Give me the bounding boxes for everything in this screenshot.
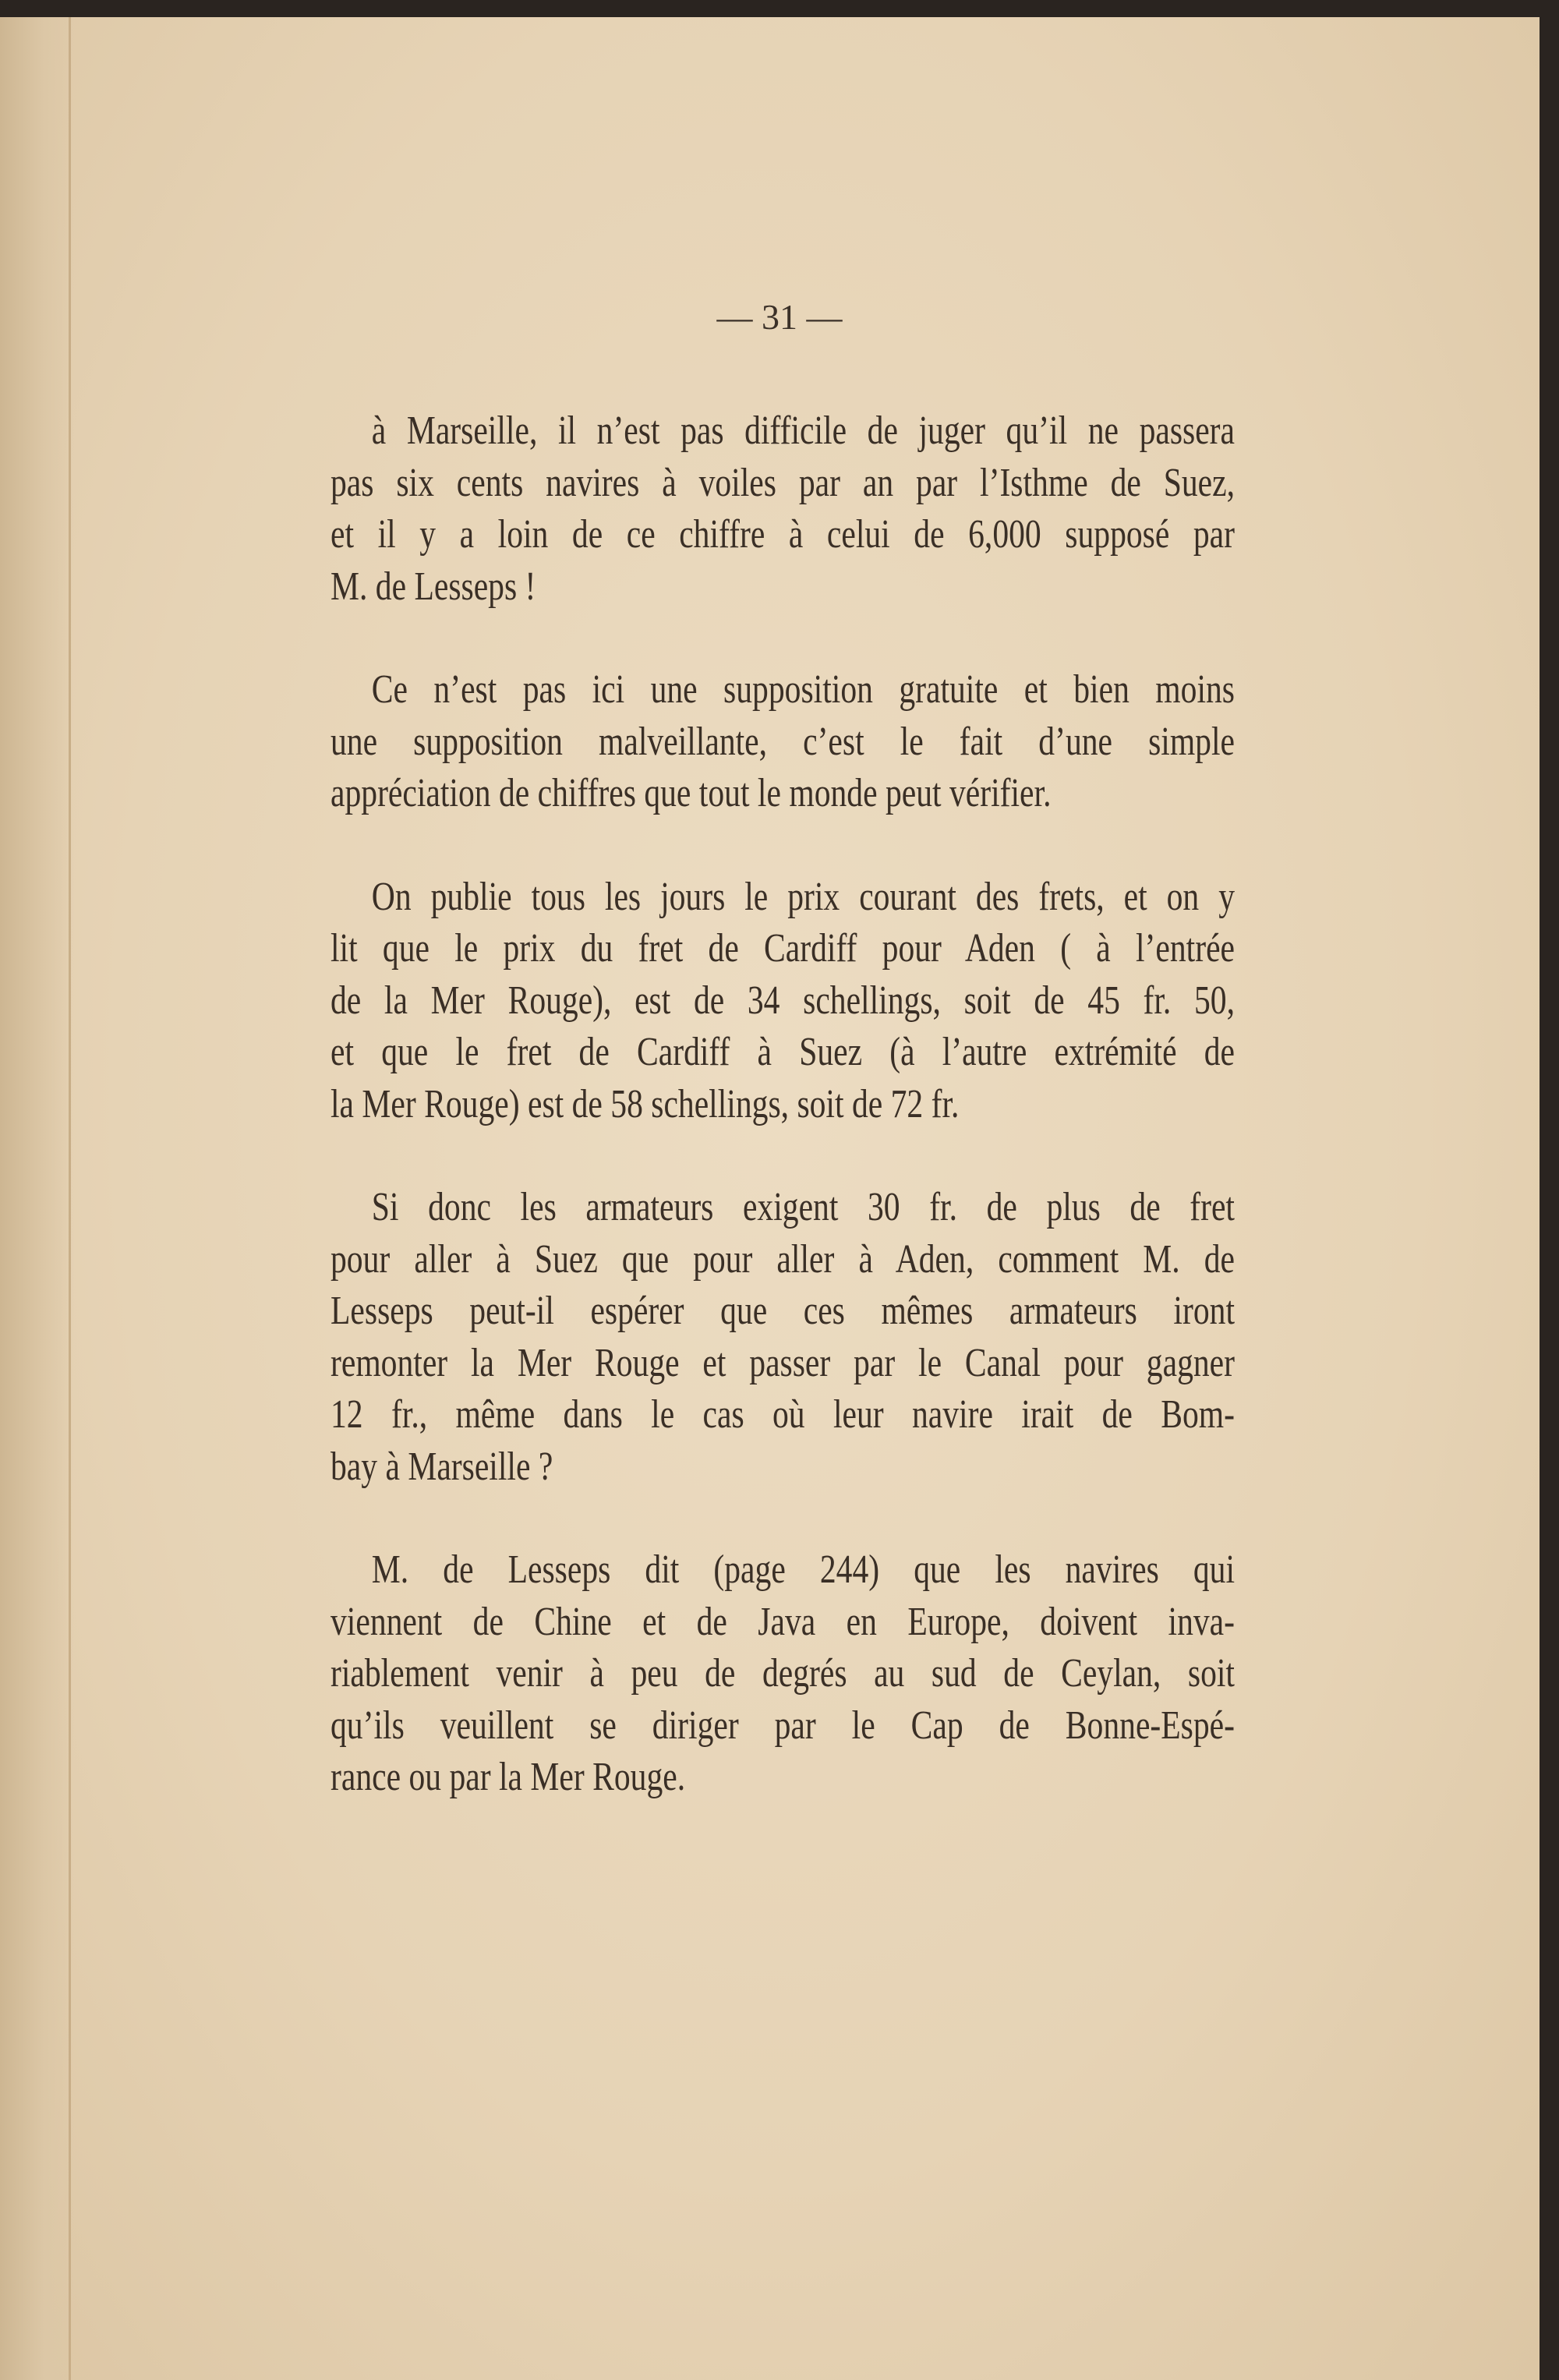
text-line: On publie tous les jours le prix courant des frets, et on y — [371, 874, 1235, 919]
page-gutter — [0, 17, 74, 2380]
page-number: — 31 — — [716, 297, 843, 337]
text-line: pas six cents navires à voiles par an par l’Isthme de Suez, — [331, 460, 1235, 505]
text-line: lit que le prix du fret de Cardiff pour Aden ( à l’entrée — [331, 926, 1235, 971]
binding-line — [69, 17, 71, 2380]
paragraph — [331, 1544, 1235, 1804]
text-line: Lesseps peut-il espérer que ces mêmes armateurs iront — [331, 1289, 1235, 1333]
text-line: M. de Lesseps dit (page 244) que les navires qui — [371, 1547, 1235, 1592]
text-line: viennent de Chine et de Java en Europe, doivent inva- — [331, 1599, 1235, 1644]
body-text — [331, 405, 1235, 1855]
text-line: Ce n’est pas ici une supposition gratuite et bien moins — [371, 667, 1235, 712]
text-line: pour aller à Suez que pour aller à Aden, comment M. de — [331, 1236, 1235, 1282]
paragraph — [331, 664, 1235, 820]
text-line: rance ou par la Mer Rouge. — [331, 1755, 686, 1799]
text-line: 12 fr., même dans le cas où leur navire irait de Bom- — [331, 1392, 1235, 1437]
text-line: appréciation de chiffres que tout le monde peut vérifier. — [331, 771, 1052, 815]
text-line: la Mer Rouge) est de 58 schellings, soit de 72 fr. — [331, 1081, 960, 1126]
paragraph — [331, 872, 1235, 1131]
text-line: remonter la Mer Rouge et passer par le Canal pour gagner — [331, 1340, 1235, 1385]
paragraph — [331, 1182, 1235, 1493]
text-line: M. de Lesseps ! — [331, 564, 536, 609]
text-line: de la Mer Rouge), est de 34 schellings, soit de 45 fr. 50, — [331, 978, 1235, 1023]
text-line: riablement venir à peu de degrés au sud de Ceylan, soit — [331, 1651, 1235, 1696]
text-line: bay à Marseille ? — [331, 1444, 553, 1489]
text-line: Si donc les armateurs exigent 30 fr. de plus de fret — [371, 1185, 1235, 1229]
text-line: et que le fret de Cardiff à Suez (à l’autre extrémité de — [331, 1030, 1235, 1074]
text-line: et il y a loin de ce chiffre à celui de 6,000 supposé par — [331, 512, 1235, 557]
text-line: à Marseille, il n’est pas difficile de juger qu’il ne passera — [371, 408, 1235, 453]
paragraph — [331, 405, 1235, 613]
text-line: une supposition malveillante, c’est le fait d’une simple — [331, 719, 1235, 764]
text-line: qu’ils veuillent se diriger par le Cap de Bonne-Espé- — [331, 1703, 1235, 1748]
